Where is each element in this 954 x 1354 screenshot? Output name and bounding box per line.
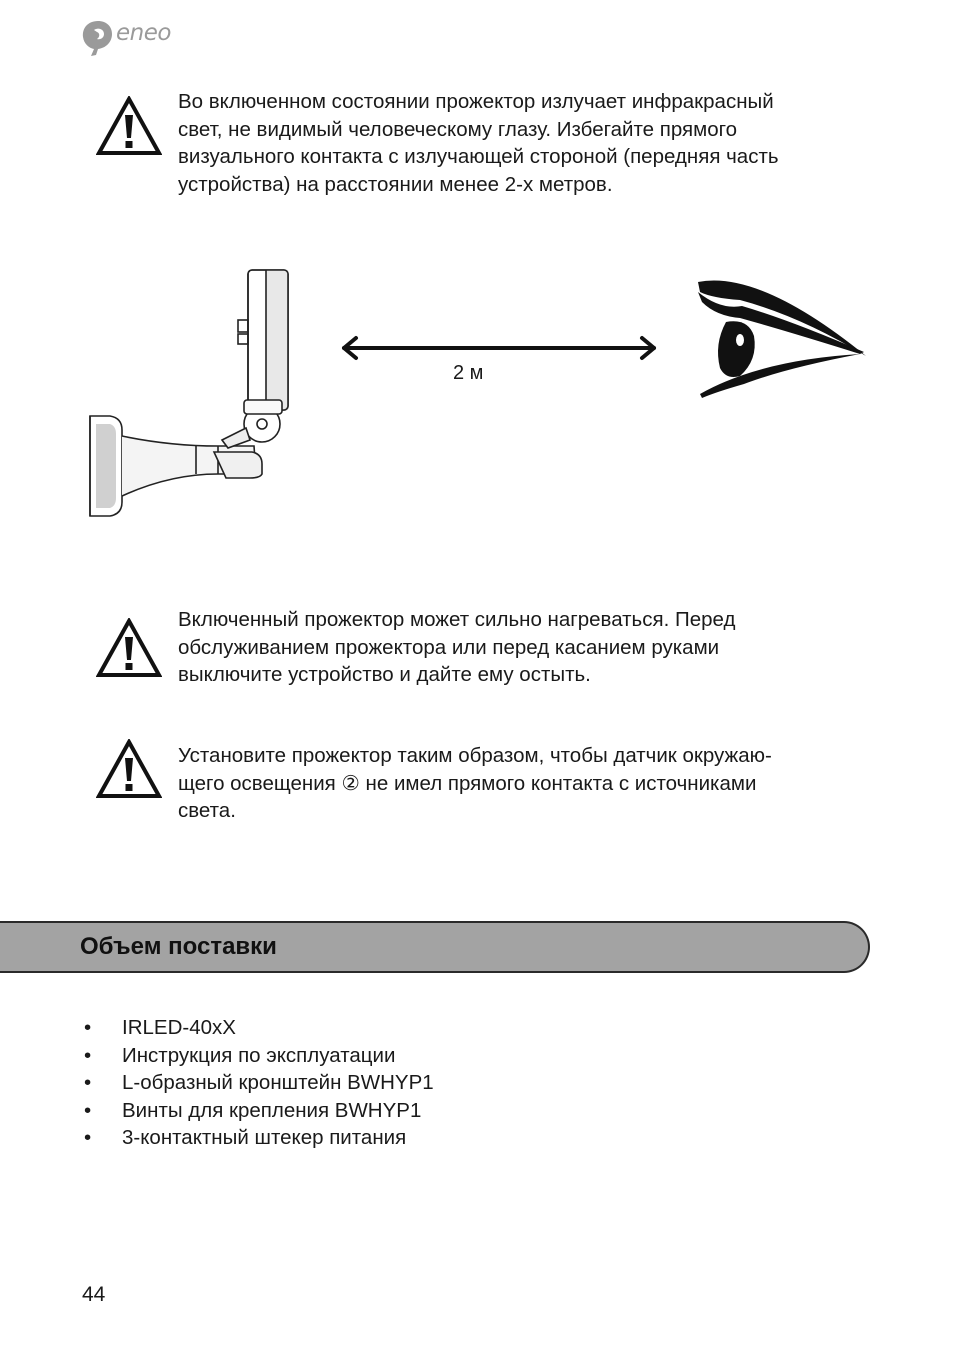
warning-triangle-icon [96,618,162,678]
page-number: 44 [82,1283,106,1306]
warning-text-heat: Включенный прожектор может сильно нагреваться. Перед обслуживанием прожектора или перед касанием руками выключите устройство и дайте ему остыть. [178,608,736,686]
warning-text-infrared: Во включенном состоянии прожектор излучает инфракрасный свет, не видимый человеческому глазу. Избегайте прямого визуального контакта с излучающей стороной (передняя часть устройства) на расстоянии менее 2-х метров. [178,90,779,196]
distance-illustration [0,240,954,540]
section-header-bar [0,921,870,973]
eneo-logo [80,18,190,58]
logo-swirl-icon [80,18,116,58]
list-item: • IRLED-40xX [84,1014,434,1042]
bullet: • [84,1126,92,1149]
warning-text-light-sensor: Установите прожектор таким образом, чтобы датчик окружаю- щего освещения ② не имел прямого контакта с источниками света. [178,744,772,822]
section-title: Объем поставки [80,933,277,960]
bullet: • [84,1043,92,1067]
bullet: • [84,1071,92,1094]
ir-projector-on-bracket-icon [90,270,288,516]
eye-icon [698,281,866,398]
double-arrow-icon [344,338,654,358]
delivery-contents-list [84,1014,434,1152]
warning-triangle-icon [96,96,162,156]
list-item: • Винты для крепления BWHYP1 [84,1097,434,1125]
logo-text: eneo [116,20,171,46]
bullet: • [84,1098,92,1122]
list-item: • L-образный кронштейн BWHYP1 [84,1069,434,1097]
bullet: • [84,1016,92,1039]
list-item: • 3-контактный штекер питания [84,1124,434,1152]
list-item: • Инструкция по эксплуатации [84,1042,434,1070]
warning-triangle-icon [96,739,162,799]
distance-label: 2 м [453,362,484,384]
